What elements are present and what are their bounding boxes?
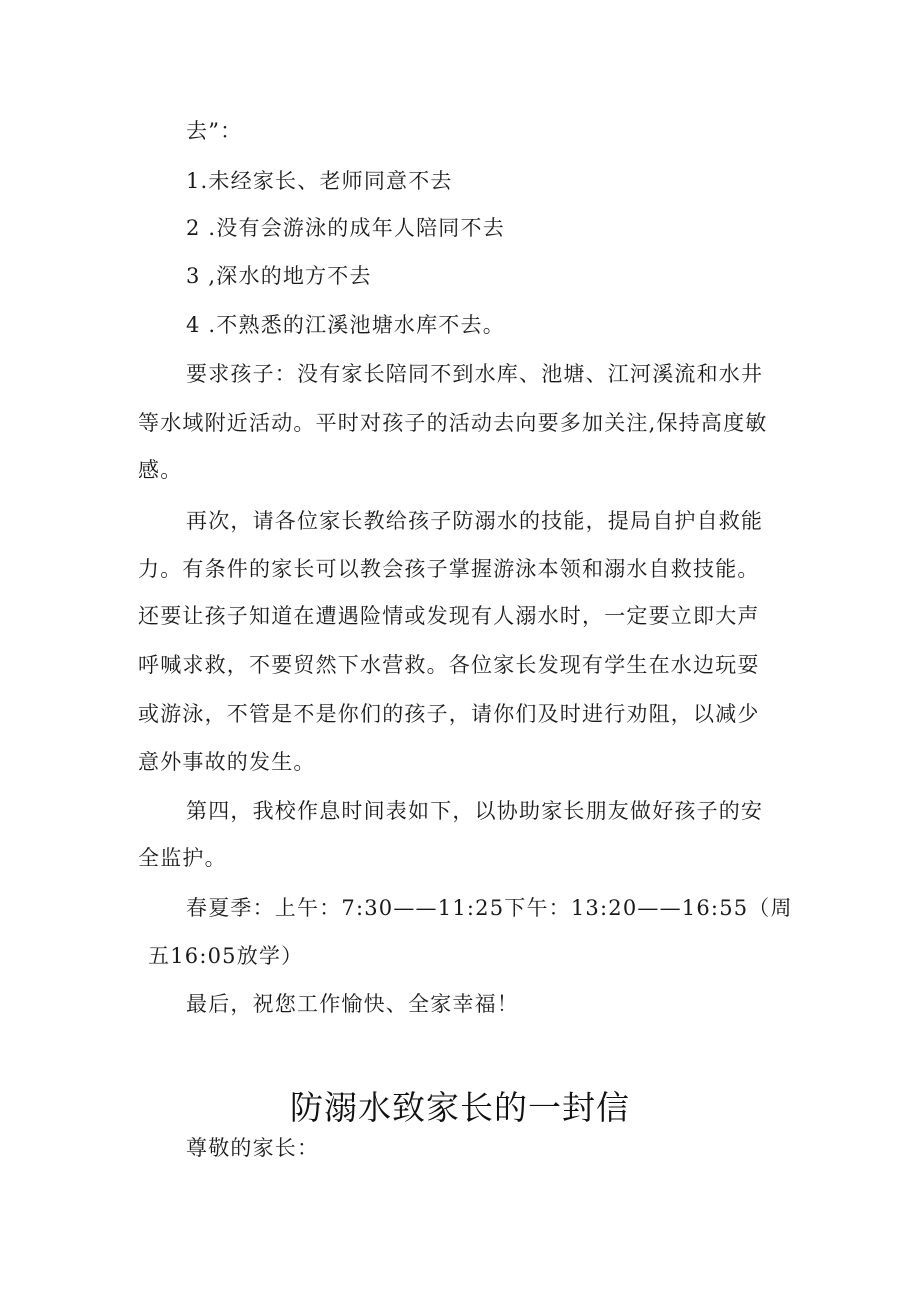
paragraph-line: 感。 bbox=[138, 458, 183, 482]
schedule-line: 五16:05放学） bbox=[148, 944, 304, 968]
list-item-1: 1.未经家长、老师同意不去 bbox=[186, 169, 453, 193]
paragraph-line: 去”： bbox=[186, 119, 243, 143]
paragraph-line: 全监护。 bbox=[138, 846, 227, 870]
closing-line: 最后，祝您工作愉快、全家幸福！ bbox=[186, 992, 519, 1016]
list-item-3: 3 ,深水的地方不去 bbox=[186, 264, 372, 288]
paragraph-line: 第四，我校作息时间表如下，以协助家长朋友做好孩子的安 bbox=[186, 799, 764, 823]
list-item-2: 2 .没有会游泳的成年人陪同不去 bbox=[186, 216, 505, 240]
list-item-4: 4 .不熟悉的江溪池塘水库不去。 bbox=[186, 313, 505, 337]
letter-title: 防溺水致家长的一封信 bbox=[290, 1088, 630, 1127]
paragraph-line: 呼喊求救，不要贸然下水营救。各位家长发现有学生在水边玩耍 bbox=[138, 653, 760, 677]
paragraph-line: 还要让孩子知道在遭遇险情或发现有人溺水时，一定要立即大声 bbox=[138, 604, 760, 628]
paragraph-line: 再次，请各位家长教给孩子防溺水的技能，提局自护自救能 bbox=[186, 509, 764, 533]
paragraph-line: 或游泳，不管是不是你们的孩子，请你们及时进行劝阻，以减少 bbox=[138, 702, 760, 726]
salutation: 尊敬的家长： bbox=[186, 1136, 320, 1160]
schedule-line: 春夏季：上午：7:30——11:25下午：13:20——16:55（周 bbox=[186, 896, 793, 920]
paragraph-line: 意外事故的发生。 bbox=[138, 750, 316, 774]
paragraph-line: 等水域附近活动。平时对孩子的活动去向要多加关注,保持高度敏 bbox=[138, 411, 768, 435]
paragraph-line: 力。有条件的家长可以教会孩子掌握游泳本领和溺水自救技能。 bbox=[138, 557, 760, 581]
paragraph-line: 要求孩子：没有家长陪同不到水库、池塘、江河溪流和水井 bbox=[186, 362, 764, 386]
